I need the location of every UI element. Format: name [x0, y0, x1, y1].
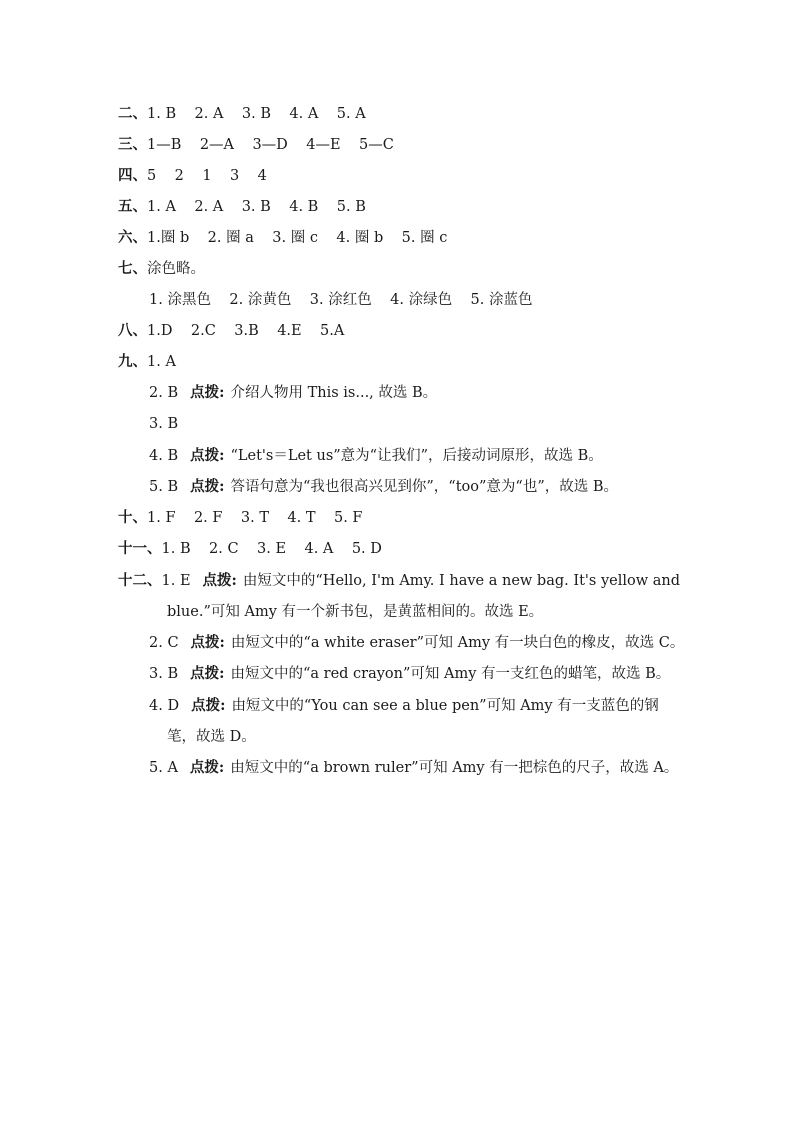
hint-text: 由短文中的“a red crayon”可知 Amy 有一支红色的蜡笔，故选 B。	[230, 666, 671, 682]
answer-item-12-2	[149, 633, 709, 653]
hint-text: 由短文中的“a white eraser”可知 Amy 有一块白色的橡皮，故选 C。	[230, 635, 685, 651]
hint-text: 由短文中的“a brown ruler”可知 Amy 有一把棕色的尺子，故选 A。	[230, 760, 679, 776]
section-number: 二、	[118, 105, 147, 122]
answer-text: 涂色略。	[147, 261, 205, 277]
hint-label: 点拨:	[190, 634, 225, 651]
answer-item-12-4	[149, 696, 709, 716]
answer-text: 1. B 2. C 3. E 4. A 5. D	[161, 541, 382, 557]
answer-text: 1. 涂黑色 2. 涂黄色 3. 涂红色 4. 涂绿色 5. 涂蓝色	[149, 292, 533, 308]
answer-item-9-2	[149, 383, 709, 403]
section-number: 十一、	[118, 540, 162, 557]
hint-label: 点拨:	[189, 759, 225, 776]
hint-label: 点拨:	[191, 697, 226, 714]
answer-section-12-cont	[167, 602, 727, 622]
answer-section-12	[118, 571, 681, 591]
item-number: 2. B	[149, 385, 179, 401]
section-number: 五、	[118, 198, 147, 215]
answer-section-3	[118, 135, 678, 155]
hint-text: “Let's＝Let us”意为“让我们”，后接动词原形，故选 B。	[230, 448, 603, 464]
item-number: 4. B	[149, 448, 179, 464]
answer-item-9-4	[149, 446, 709, 466]
answer-item-9-5	[149, 477, 709, 497]
answer-text: 1. A	[147, 354, 176, 370]
answer-section-6	[118, 228, 678, 248]
item-number: 5. B	[149, 479, 179, 495]
hint-text: 介绍人物用 This is..., 故选 B。	[230, 385, 438, 401]
section-number: 九、	[118, 353, 147, 370]
hint-text: blue.”可知 Amy 有一个新书包，是黄蓝相间的。故选 E。	[167, 604, 544, 620]
answer-section-11	[118, 539, 678, 559]
answer-item-9-3	[149, 414, 709, 434]
answer-section-9	[118, 352, 678, 372]
section-number: 十二、	[118, 572, 162, 589]
hint-text: 笔，故选 D。	[167, 729, 256, 745]
section-number: 四、	[118, 167, 147, 184]
answer-item-12-4-cont	[167, 727, 727, 747]
hint-label: 点拨:	[190, 665, 225, 682]
answer-section-7	[118, 259, 678, 279]
item-number: 1. E	[161, 573, 191, 589]
hint-text: 由短文中的“Hello, I'm Amy. I have a new bag. It's yellow and	[242, 573, 681, 589]
item-number: 3. B	[149, 666, 179, 682]
answer-text: 1. F 2. F 3. T 4. T 5. F	[147, 510, 363, 526]
answer-section-4	[118, 166, 678, 186]
item-number: 2. C	[149, 635, 179, 651]
item-number: 3. B	[149, 416, 179, 432]
section-number: 三、	[118, 136, 147, 153]
answer-section-2	[118, 104, 678, 124]
hint-label: 点拨:	[190, 384, 225, 401]
hint-label: 点拨:	[202, 572, 237, 589]
section-number: 八、	[118, 322, 147, 339]
section-number: 十、	[118, 509, 147, 526]
hint-text: 答语句意为“我也很高兴见到你”，“too”意为“也”，故选 B。	[230, 479, 618, 495]
answer-text: 1. A 2. A 3. B 4. B 5. B	[147, 199, 366, 215]
hint-label: 点拨:	[190, 447, 225, 464]
answer-item-12-3	[149, 664, 709, 684]
answer-section-8	[118, 321, 678, 341]
hint-text: 由短文中的“You can see a blue pen”可知 Amy 有一支蓝色的钢	[231, 698, 659, 714]
answer-section-7-detail	[149, 290, 709, 310]
answer-section-5	[118, 197, 678, 217]
section-number: 六、	[118, 229, 147, 246]
item-number: 4. D	[149, 698, 180, 714]
hint-label: 点拨:	[190, 478, 225, 495]
section-number: 七、	[118, 260, 147, 277]
answer-item-12-5	[149, 758, 709, 778]
item-number: 5. A	[149, 760, 178, 776]
answer-text: 1.D 2.C 3.B 4.E 5.A	[147, 323, 345, 339]
answer-text: 1. B 2. A 3. B 4. A 5. A	[147, 106, 366, 122]
answer-section-10	[118, 508, 678, 528]
answer-text: 1.圈 b 2. 圈 a 3. 圈 c 4. 圈 b 5. 圈 c	[147, 230, 448, 246]
answer-text: 5 2 1 3 4	[147, 168, 267, 184]
answer-text: 1—B 2—A 3—D 4—E 5—C	[147, 137, 394, 153]
